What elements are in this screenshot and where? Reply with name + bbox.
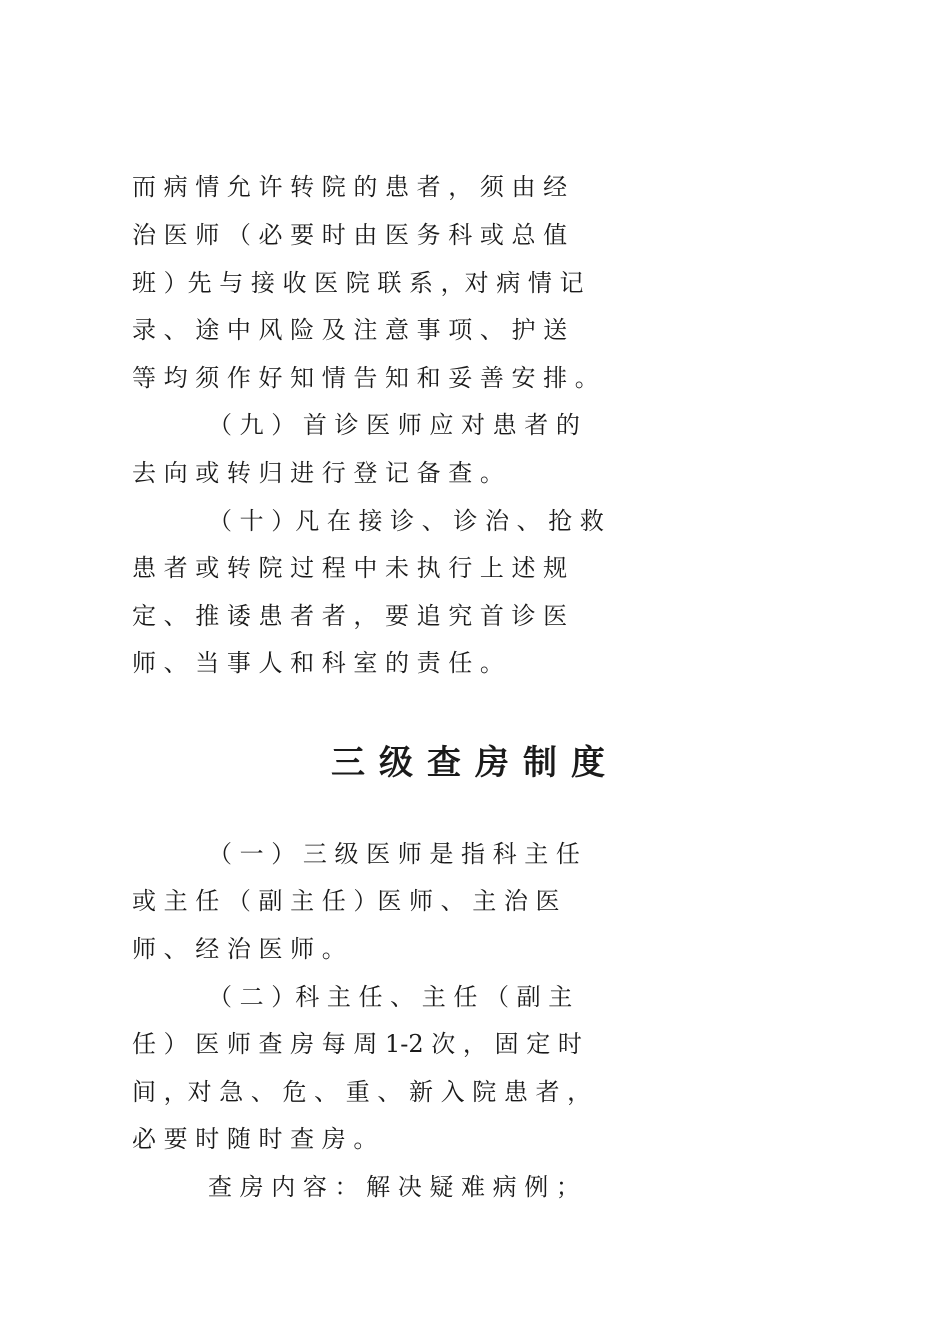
body-text-line: 任 ） 医 师 查 房 每 周 1-2 次 ， 固 定 时 <box>132 1030 582 1058</box>
body-text-line: 必 要 时 随 时 查 房 。 <box>132 1125 378 1153</box>
body-text-line: 师 、 经 治 医 师 。 <box>132 935 346 963</box>
body-text-line: 定 、 推 诿 患 者 者 ， 要 追 究 首 诊 医 <box>132 602 568 630</box>
body-text-line: 患 者 或 转 院 过 程 中 未 执 行 上 述 规 <box>132 554 568 582</box>
body-text-line: 治 医 师 （ 必 要 时 由 医 务 科 或 总 值 <box>132 221 568 249</box>
body-text-line: 录 、 途 中 风 险 及 注 意 事 项 、 护 送 <box>132 316 568 344</box>
paragraph-start-line: （ 九 ） 首 诊 医 师 应 对 患 者 的 <box>208 411 580 439</box>
body-text-line: 班 ）先 与 接 收 医 院 联 系 ，对 病 情 记 <box>132 269 584 297</box>
section-title: 三级查房制度 <box>331 743 619 783</box>
paragraph-start-line: （ 二 ）科 主 任 、 主 任 （ 副 主 <box>208 983 573 1011</box>
body-text-line: 师 、 当 事 人 和 科 室 的 责 任 。 <box>132 649 504 677</box>
paragraph-start-line: （ 十 ）凡 在 接 诊 、 诊 治 、 抢 救 <box>208 507 604 535</box>
body-text-line: 或 主 任 （ 副 主 任 ）医 师 、 主 治 医 <box>132 887 560 915</box>
paragraph-start-line: （ 一 ） 三 级 医 师 是 指 科 主 任 <box>208 840 580 868</box>
paragraph-start-line: 查 房 内 容 ： 解 决 疑 难 病 例 ； <box>208 1173 580 1201</box>
body-text-line: 间 ，对 急 、 危 、 重 、 新 入 院 患 者 ， <box>132 1078 592 1106</box>
body-text-line: 而 病 情 允 许 转 院 的 患 者 ， 须 由 经 <box>132 173 568 201</box>
body-text-line: 去 向 或 转 归 进 行 登 记 备 查 。 <box>132 459 504 487</box>
body-text-line: 等 均 须 作 好 知 情 告 知 和 妥 善 安 排 。 <box>132 364 599 392</box>
